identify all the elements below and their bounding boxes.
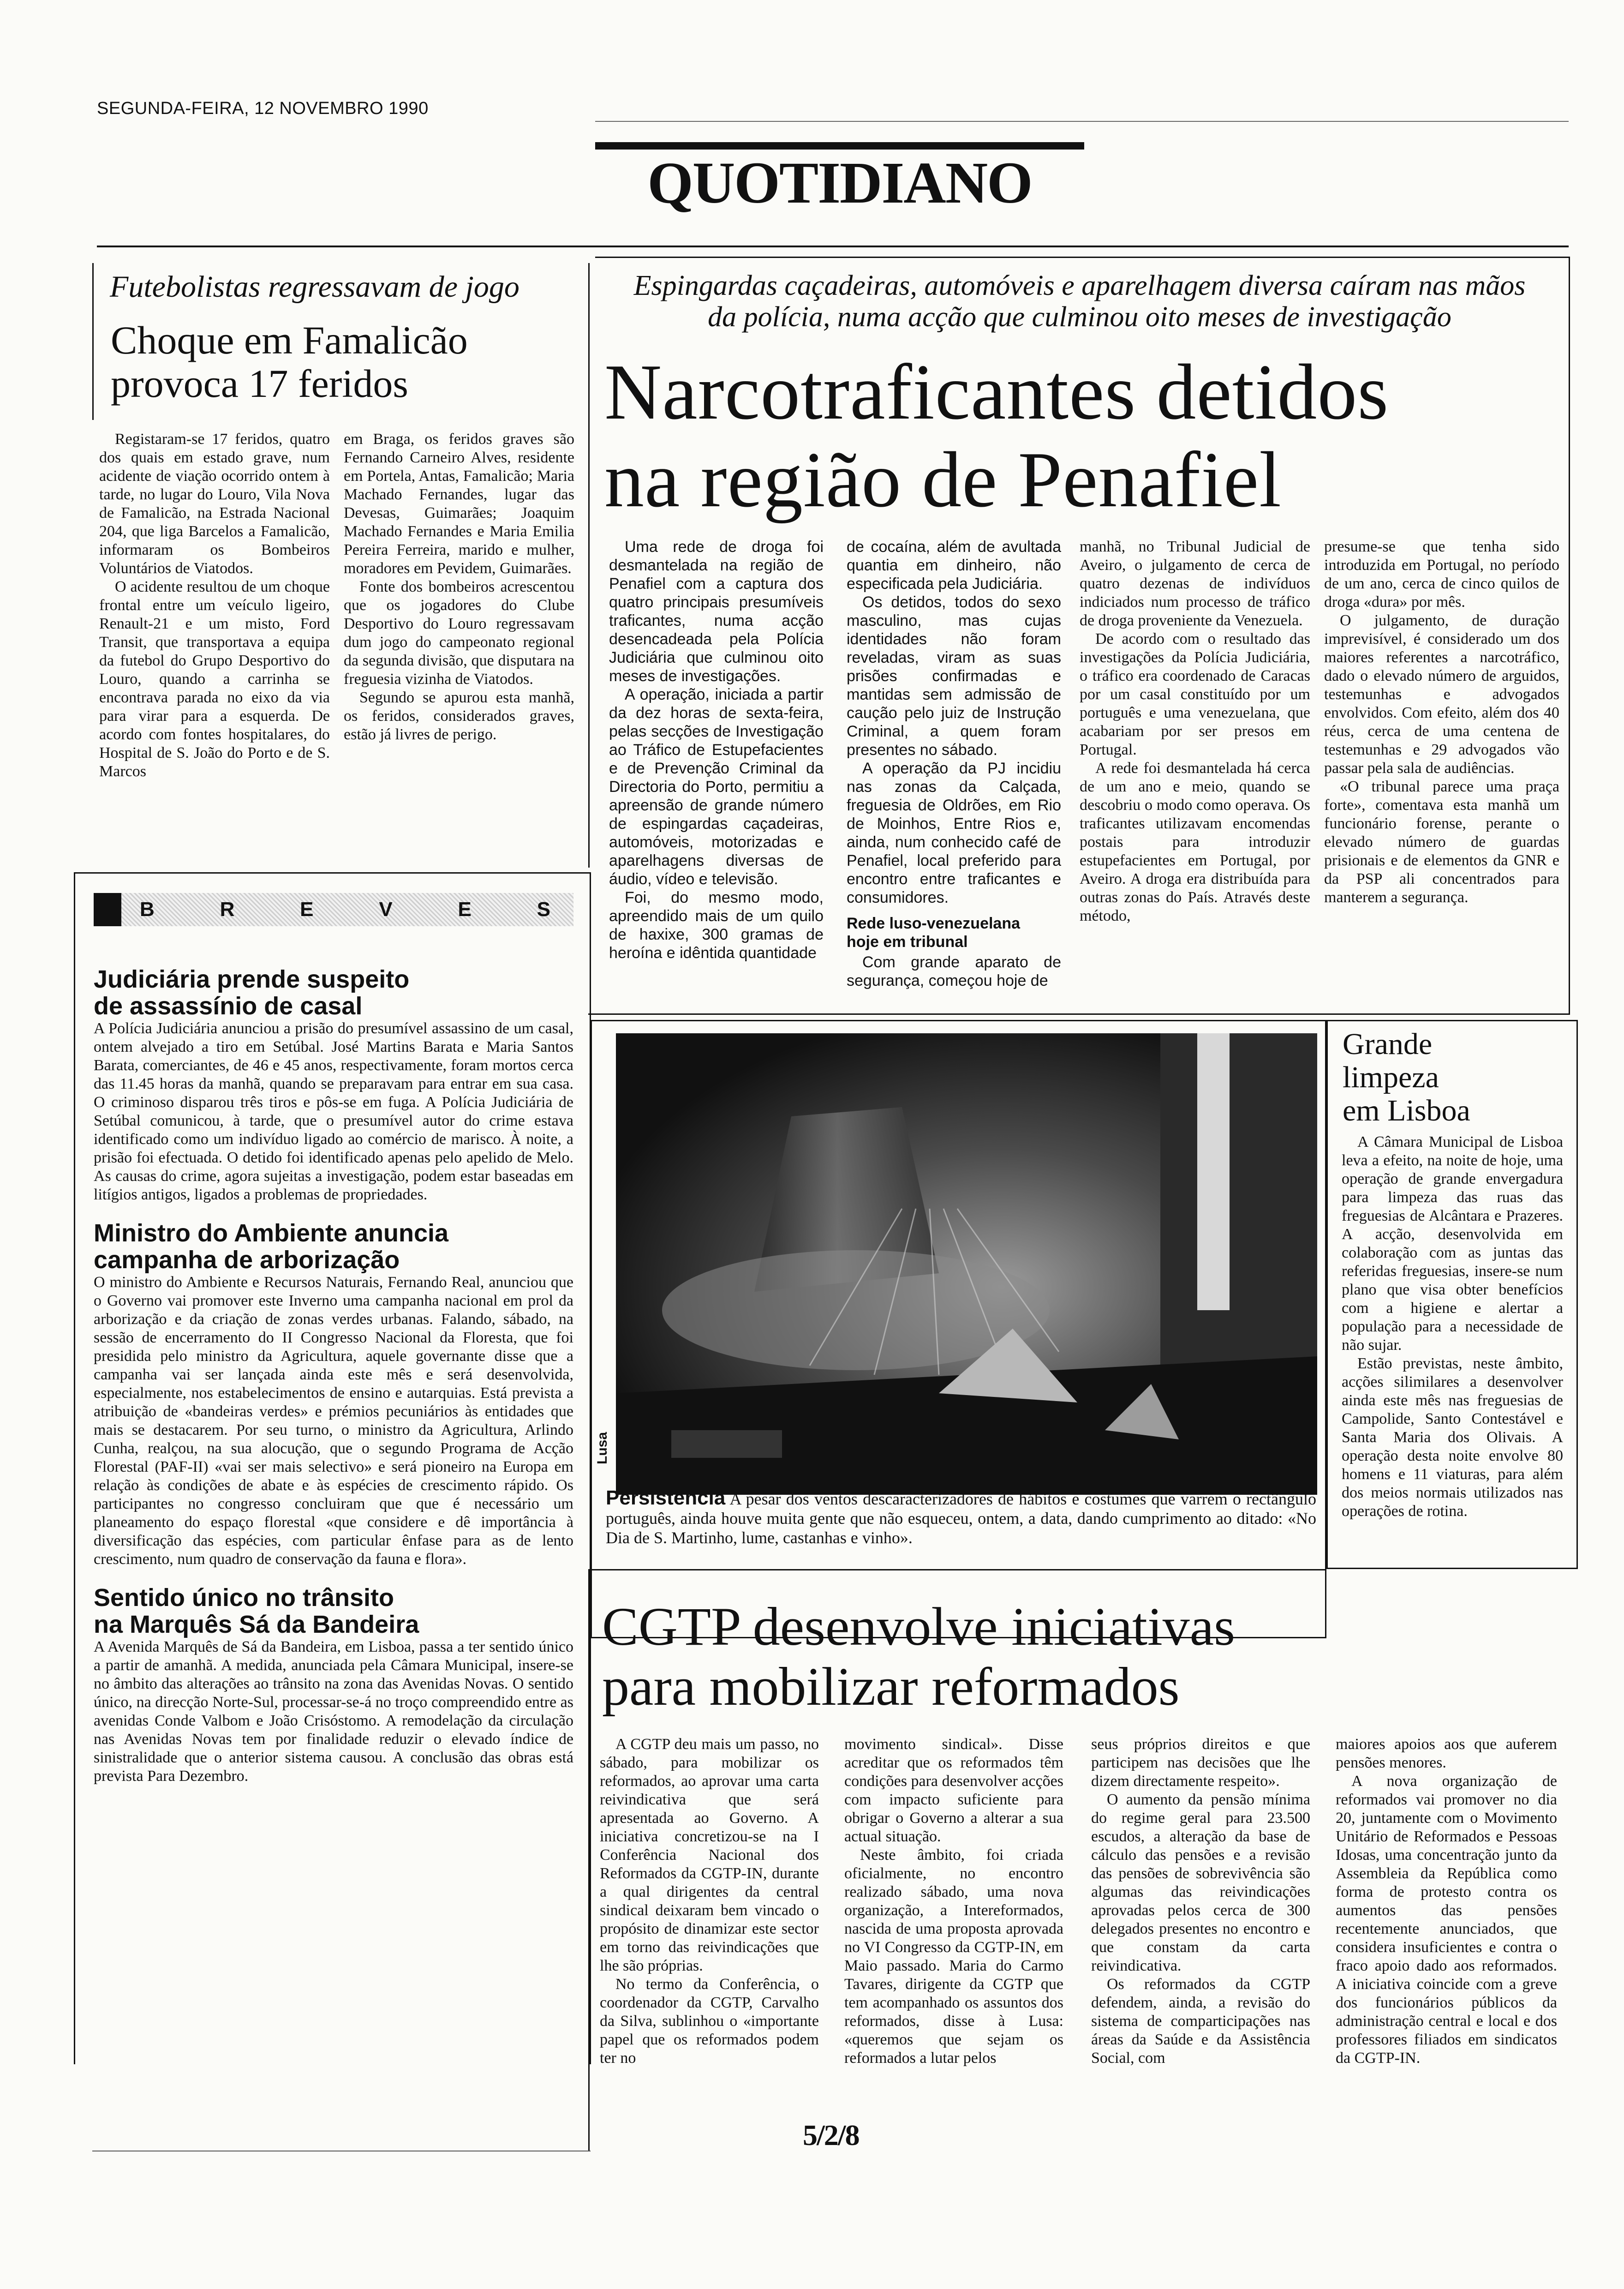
left-story-col2 bbox=[344, 430, 574, 744]
brief-title: Judiciária prende suspeito de assassínio de casal bbox=[94, 965, 410, 1020]
cgtp-col3 bbox=[1091, 1735, 1310, 2067]
breves-list bbox=[94, 966, 573, 1801]
breves-letter: S bbox=[537, 898, 550, 921]
paragraph: seus próprios direitos e que participem nas decisões que lhe dizem directamente respeito». bbox=[1091, 1736, 1310, 1790]
paragraph: O julgamento, de duração imprevisível, é considerado um dos maiores referentes a narcotráfico, dado o elevado número de arguidos, testemunhas e advogados envolvidos. Com efeito, além dos 40 réus, cerca de uma centena de testemunhas e 29 advogados vão passar pela sala de audiências. bbox=[1324, 612, 1559, 777]
breves-letter: R bbox=[220, 898, 235, 921]
paragraph: maiores apoios aos que auferem pensões menores. bbox=[1336, 1736, 1557, 1771]
left-story-kicker: Futebolistas regressavam de jogo bbox=[110, 270, 519, 304]
main-story-bottom-rule bbox=[588, 1013, 1570, 1015]
breves-box bbox=[74, 872, 591, 2064]
caption-title: Persistência bbox=[606, 1486, 726, 1509]
sidebar-box bbox=[1326, 1020, 1578, 1569]
left-story-col1 bbox=[99, 430, 330, 781]
paragraph: Fonte dos bombeiros acrescentou que os jogadores do Clube Desportivo do Louro regressavam dum jogo do campeonato regional da segunda divisão, que disputara na freguesia vizinha de Viatodos. bbox=[344, 578, 574, 688]
brief-item bbox=[94, 1220, 573, 1569]
brief-title: Ministro do Ambiente anuncia campanha de arborização bbox=[94, 1219, 449, 1274]
paragraph: em Braga, os feridos graves são Fernando Carneiro Alves, residente em Portela, Antas, Famalicão; Maria Machado Fernandes, lugar das Devesas, Guimarães; Joaquim Machado Fernandes e Maria Emilia Pereira Ferreira, marido e mulher, moradores em Pevidem, Guimarães. bbox=[344, 431, 574, 577]
brief-text: O ministro do Ambiente e Recursos Naturais, Fernando Real, anunciou que o Governo vai promover este Inverno uma campanha nacional em prol da arborização e da criação de zonas verdes urbanas. Falando, sábado, na sessão de encerramento do II Congresso Nacional da Floresta, que foi presidida pelo ministro da Agricultura, aquele governante disse que a campanha vai ser lançada ainda este mês e será desenvolvida, especialmente, nos estabelecimentos de ensino e autarquias. Está prevista a atribuição de «bandeiras verdes» e prémios pecuniários às entidades que mais se destacarem. Por seu turno, o ministro da Agricultura, Arlindo Cunha, realçou, na sua alocução, que o segundo Programa de Acção Florestal (PAF-II) «vai ser mais selectivo» e será pioneiro na Europa em relação às condições de abate e às espécies de crescimento rápido. Os participantes no congresso concluiram que que é necessário um planeamento do espaço florestal «que considere e dê importância à diversificação das espécies, com particular ênfase para as de lento crescimento, num quadro de conservação da fauna e flora». bbox=[94, 1274, 573, 1568]
left-story-headline bbox=[111, 318, 586, 405]
column-rule-vertical bbox=[588, 263, 590, 868]
brief-text: A Avenida Marquês de Sá da Bandeira, em Lisboa, passa a ter sentido único a partir de amanhã. A medida, anunciada pela Câmara Municipal, insere-se no âmbito das alterações ao trânsito na zona das Avenidas Novas. O sentido único, na direcção Norte-Sul, processar-se-á no troço compreendido entre as avenidas Conde Valbom e João Crisóstomo. A remodelação da circulação nas Avenidas Novas tem por finalidade reduzir o elevado índice de sinistralidade que o anterior sistema causou. A conclusão das obras está prevista Para Dezembro. bbox=[94, 1638, 573, 1785]
headline-line: na região de Penafiel bbox=[604, 436, 1282, 524]
cgtp-col2 bbox=[844, 1735, 1063, 2067]
page-mark: 5/2/8 bbox=[803, 2119, 859, 2151]
masthead-top-rule bbox=[595, 142, 1084, 150]
paragraph: de cocaína, além de avultada quantia em dinheiro, não especificada pela Judiciária. bbox=[847, 538, 1061, 593]
paragraph: A nova organização de reformados vai promover no dia 20, juntamente com o Movimento Unitário de Reformados e Pessoas Idosas, uma concentração junto da Assembleia da República como forma de protesto contra os aumentos das pensões recentemente anunciados, que considera insuficientes e contra o fraco apoio dado aos reformados. A iniciativa coincide com a greve dos funcionários públicos da administração central e local e dos professores filiados em sindicatos da CGTP-IN. bbox=[1336, 1773, 1557, 2067]
left-story-rule bbox=[92, 263, 94, 420]
section-title: QUOTIDIANO bbox=[647, 150, 1032, 216]
sidebar-text bbox=[1342, 1133, 1563, 1521]
dateline: SEGUNDA-FEIRA, 12 NOVEMBRO 1990 bbox=[97, 99, 429, 118]
paragraph: Com grande aparato de segurança, começou hoje de bbox=[847, 953, 1061, 989]
paragraph: Foi, do mesmo modo, apreendido mais de um quilo de haxixe, 300 gramas de heroína e idêntida quantidade bbox=[609, 889, 824, 962]
main-story-kicker bbox=[600, 270, 1559, 333]
paragraph: Uma rede de droga foi desmantelada na região de Penafiel com a captura dos quatro principais presumíveis traficantes, numa acção desencadeada pela Polícia Judiciária que culminou oito meses de investigações. bbox=[609, 538, 824, 685]
breves-banner-block bbox=[94, 893, 121, 926]
headline-line: CGTP desenvolve iniciativas bbox=[602, 1596, 1236, 1657]
section-rule-2 bbox=[595, 257, 1569, 258]
breves-letter: B bbox=[140, 898, 155, 921]
paragraph: Registaram-se 17 feridos, quatro dos quais em estado grave, num acidente de viação ocorrido ontem à tarde, no lugar do Louro, Vila Nova de Famalicão, na Estrada Nacional 204, que liga Barcelos a Famalicão, informaram os Bombeiros Voluntários de Viatodos. bbox=[99, 431, 330, 577]
paragraph: movimento sindical». Disse acreditar que os reformados têm condições para desenvolver acções com impacto suficiente para obrigar o Governo a alterar a sua actual situação. bbox=[844, 1736, 1063, 1845]
main-story-col1 bbox=[609, 538, 824, 962]
main-story-headline bbox=[604, 348, 1564, 524]
paragraph: Os detidos, todos do sexo masculino, mas cujas identidades não foram reveladas, viram as suas prisões confirmadas e mantidas sem admissão de caução pelo juiz de Instrução Criminal, a quem foram presentes no sábado. bbox=[847, 593, 1061, 759]
paragraph: O acidente resultou de um choque frontal entre um veículo ligeiro, Renault-21 e um misto, Ford Transit, que transportava a equipa da futebol do Grupo Desportivo do Louro, quando a carrinha se encontrava parada no eixo da via para virar para a esquerda. De acordo com fontes hospitalares, do Hospital de S. João do Porto e de S. Marcos bbox=[99, 578, 330, 780]
brief-text: A Polícia Judiciária anunciou a prisão do presumível assassino de um casal, ontem alvejado a tiro em Setúbal. José Martins Barata e Maria Santos Barata, comerciantes, de 46 e 45 anos, respectivamente, foram mortos cerca das 11.45 horas da manhã, quando se preparavam para entrar em sua casa. O criminoso disparou três tiros e pôs-se em fuga. A Polícia Judiciária de Setúbal comunicou, à tarde, que o presumível autor do crime estava identificado como um indivíduo ligado ao comércio de marisco. À noite, a prisão foi efectuada. O detido foi identificado apenas pelo apelido de Melo. As causas do crime, agora sujeitas a investigação, podem estar baseadas em litígios antigos, ligados a problemas de propriedades. bbox=[94, 1020, 573, 1203]
subheading: Rede luso-venezuelana hoje em tribunal bbox=[847, 915, 1021, 951]
paragraph: «O tribunal parece uma praça forte», comentava esta manhã um funcionário forense, perante o elevado número de guardas prisionais e de elementos da GNR e da PSP ali concentrados para manterem a segurança. bbox=[1324, 778, 1559, 906]
top-page-rule bbox=[595, 121, 1569, 122]
sidebar-headline bbox=[1343, 1028, 1470, 1127]
brief-title: Sentido único no trânsito na Marquês Sá da Bandeira bbox=[94, 1584, 419, 1638]
paragraph: A Câmara Municipal de Lisboa leva a efeito, na noite de hoje, uma operação de grande envergadura para limpeza das ruas das freguesias de Alcântara e Prazeres. A acção, desenvolvida em colaboração com as juntas das referidas freguesias, insere-se num plano que visa obter benefícios com a higiene e alertar a população para a necessidade de não sujar. bbox=[1342, 1133, 1563, 1354]
left-headline-line1: Choque em Famalicão bbox=[111, 318, 468, 362]
paragraph: A operação da PJ incidiu nas zonas da Calçada, freguesia de Oldrões, em Rio de Moinhos, Entre Rios e, ainda, num conhecido café de Penafiel, local preferido para encontro entre traficantes e consumidores. bbox=[847, 760, 1061, 906]
caption-text: A pesar dos ventos descaracterizadores de hábitos e costumes que varrem o rectângulo português, ainda houve muita gente que não esqueceu, ontem, a data, dando cumprimento ao ditado: «No Dia de S. Martinho, lume, castanhas e vinho». bbox=[606, 1490, 1316, 1547]
main-story-col3 bbox=[1080, 538, 1310, 925]
paragraph: manhã, no Tribunal Judicial de Aveiro, o julgamento de cerca de quatro dezenas de indivíduos indiciados num processo de tráfico de droga proveniente da Venezuela. bbox=[1080, 538, 1310, 629]
headline-line: limpeza bbox=[1343, 1061, 1439, 1094]
paragraph: O aumento da pensão mínima do regime geral para 23.500 escudos, a alteração da base de cálculo das pensões e a revisão das pensões de sobrevivência são algumas das reivindicações aprovadas pelos cerca de 300 delegados presentes no encontro e que constam da carta reivindicativa. bbox=[1091, 1791, 1310, 1974]
kicker-line: da polícia, numa acção que culminou oito meses de investigação bbox=[708, 301, 1451, 333]
section-rule bbox=[97, 246, 1569, 247]
headline-line: para mobilizar reformados bbox=[602, 1656, 1180, 1717]
breves-letter: E bbox=[300, 898, 314, 921]
paragraph: De acordo com o resultado das investigações da Polícia Judiciária, o tráfico era coordenado de Caracas por um casal constituído por um português e uma venezuelana, que acabariam por ser presos em Portugal. bbox=[1080, 630, 1310, 758]
breves-letter: E bbox=[458, 898, 472, 921]
brief-item bbox=[94, 1584, 573, 1786]
main-story-col2 bbox=[847, 538, 1061, 990]
headline-line: Narcotraficantes detidos bbox=[604, 348, 1389, 436]
headline-line: Grande bbox=[1343, 1027, 1433, 1061]
paragraph: presume-se que tenha sido introduzida em Portugal, no período de um ano, cerca de cinco quilos de droga «dura» por mês. bbox=[1324, 538, 1559, 611]
photo-caption bbox=[606, 1488, 1316, 1547]
paragraph: Estão previstas, neste âmbito, acções silimilares a desenvolver ainda este mês nas freguesias de Campolide, Santo Contestável e Santa Maria dos Olivais. A operação desta noite envolve 80 homens e 11 viaturas, para além dos meios normais utilizados nas operações de rotina. bbox=[1342, 1355, 1563, 1520]
paragraph: Segundo se apurou esta manhã, os feridos, considerados graves, estão já livres de perigo. bbox=[344, 689, 574, 743]
kicker-line: Espingardas caçadeiras, automóveis e aparelhagem diversa caíram nas mãos bbox=[633, 270, 1526, 301]
paragraph: A CGTP deu mais um passo, no sábado, para mobilizar os reformados, ao aprovar uma carta reivindicativa que será apresentada ao Governo. A iniciativa concretizou-se na I Conferência Nacional dos Reformados da CGTP-IN, durante a qual dirigentes da central sindical deixaram bem vincado o propósito de dinamizar este sector em torno das reivindicações que lhe são próprias. bbox=[600, 1736, 819, 1974]
photo-credit: Lusa bbox=[595, 1432, 610, 1464]
headline-line: em Lisboa bbox=[1343, 1094, 1470, 1127]
right-edge-rule bbox=[1569, 257, 1570, 1013]
breves-letter: V bbox=[379, 898, 393, 921]
paragraph: A rede foi desmantelada há cerca de um ano e meio, quando se descobriu o modo como operava. Os traficantes utilizavam encomendas postais para introduzir estupefacientes em Portugal, por Aveiro. A droga era distribuída para outras zonas do País. Através deste método, bbox=[1080, 760, 1310, 924]
paragraph: A operação, iniciada a partir da dez horas de sexta-feira, pelas secções de Investigação ao Tráfico de Estupefacientes e de Prevenção Criminal da Directoria do Porto, permitiu a apreensão de grande número de espingardas caçadeiras, automóveis, motorizadas e aparelhagens diversas de áudio, vídeo e televisão. bbox=[609, 686, 824, 888]
paragraph: Os reformados da CGTP defendem, ainda, a revisão do sistema de comparticipações nas áreas da Saúde e da Assistência Social, com bbox=[1091, 1976, 1310, 2067]
main-story-col4 bbox=[1324, 538, 1559, 907]
cgtp-left-rule bbox=[588, 1569, 590, 2151]
brief-item bbox=[94, 966, 573, 1204]
photo-frame bbox=[591, 1020, 1326, 1638]
cgtp-headline bbox=[602, 1597, 1525, 1717]
breves-banner bbox=[94, 893, 573, 926]
cgtp-col4 bbox=[1336, 1735, 1557, 2067]
cgtp-col1 bbox=[600, 1735, 819, 2067]
left-headline-line2: provoca 17 feridos bbox=[111, 361, 408, 406]
paragraph: No termo da Conferência, o coordenador da CGTP, Carvalho da Silva, sublinhou o «importante papel que os reformados podem ter no bbox=[600, 1976, 819, 2067]
cgtp-top-rule bbox=[588, 1569, 1326, 1570]
photo-image bbox=[616, 1033, 1317, 1495]
paragraph: Neste âmbito, foi criada oficialmente, no encontro realizado sábado, uma nova organização, a Intereformados, nascida de uma proposta aprovada no VI Congresso da CGTP-IN, em Maio passado. Maria do Carmo Tavares, dirigente da CGTP que tem acompanhado os assuntos dos reformados, disse à Lusa: «queremos que sejam os reformados a lutar pelos bbox=[844, 1846, 1063, 2067]
